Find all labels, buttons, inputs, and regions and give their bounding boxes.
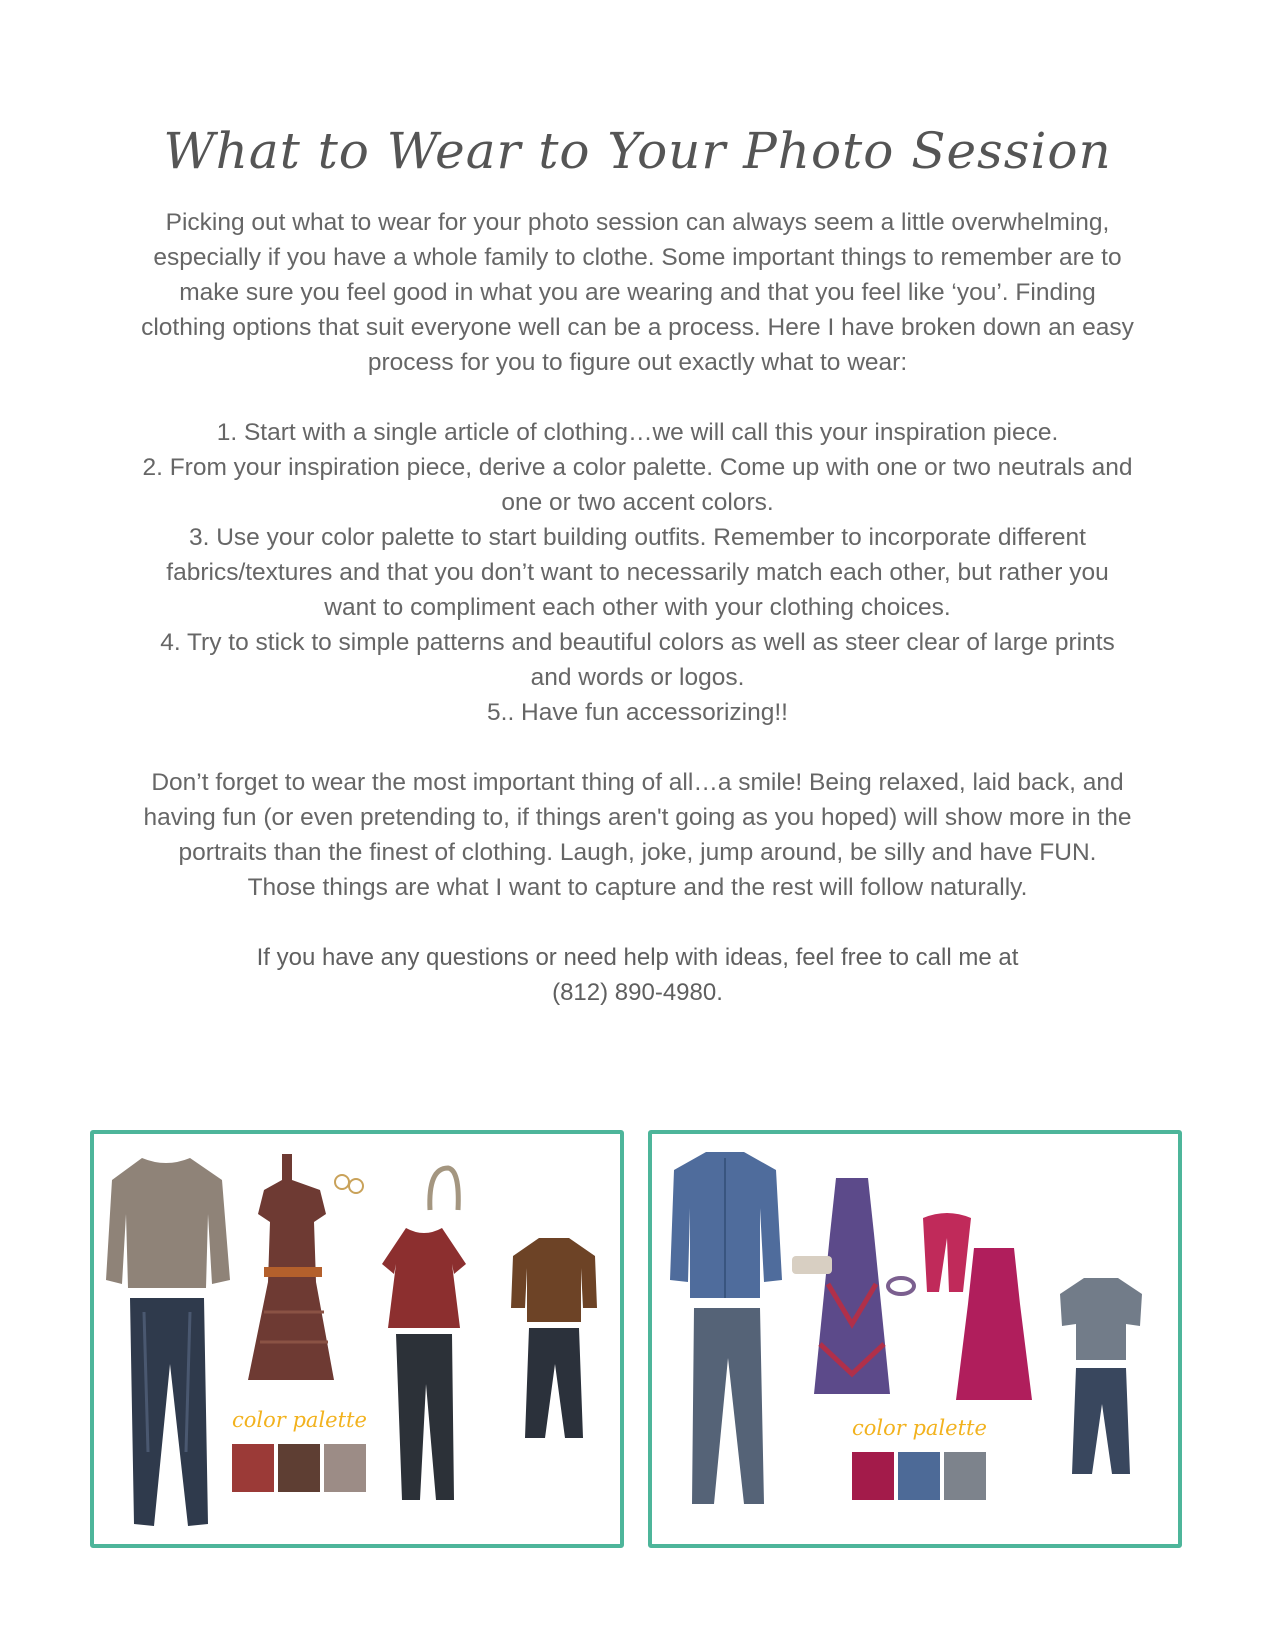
jeans-image [692,1308,764,1504]
boy-polo-image [511,1238,597,1322]
step-line: want to compliment each other with your clothing choices. [324,594,951,621]
phone-number: (812) 890-4980. [552,979,723,1006]
girl-jeans-image [396,1334,454,1500]
step-line: 5.. Have fun accessorizing!! [487,699,788,726]
closing-line: portraits than the finest of clothing. Laugh, joke, jump around, be silly and have FUN. [178,839,1097,866]
belt-image [792,1256,832,1274]
step-line: 3. Use your color palette to start building outfits. Remember to incorporate different [189,524,1086,551]
jeans-image [130,1298,208,1526]
palette-swatch [232,1444,274,1492]
intro-paragraph [75,205,1200,380]
boy-jeans-image [1072,1368,1130,1474]
palette-label: color palette [232,1408,367,1432]
contact-line: If you have any questions or need help with ideas, feel free to call me at [256,944,1019,971]
step-line: 2. From your inspiration piece, derive a color palette. Come up with one or two neutrals and [142,454,1133,481]
palette-label: color palette [852,1416,987,1440]
outfit-girl-cool [954,1244,1034,1404]
closing-line: Don’t forget to wear the most important thing of all…a smile! Being relaxed, laid back, and [151,769,1124,796]
outfit-mom-fall [244,1152,339,1402]
closing-line: having fun (or even pretending to, if things aren't going as you hoped) will show more in the [143,804,1132,831]
palette-swatch [944,1452,986,1500]
outfit-boy-fall [509,1234,599,1444]
closing-paragraph [75,765,1200,905]
boy-polo-image [1060,1278,1142,1360]
maxi-dress-image [814,1178,890,1394]
sweater-image [106,1158,230,1288]
step-line: fabrics/textures and that you don’t want to necessarily match each other, but rather you [166,559,1109,586]
intro-line: process for you to figure out exactly what to wear: [367,349,908,376]
outfit-panel-fall [90,1130,624,1548]
step-line: one or two accent colors. [501,489,774,516]
contact-info [75,940,1200,1010]
outfit-dad-cool [666,1148,786,1508]
girl-dress-image [382,1228,466,1328]
step-line: 4. Try to stick to simple patterns and beautiful colors as well as steer clear of large prints [160,629,1115,656]
outfit-boy-cool [1056,1274,1146,1484]
outfit-panel-cool [648,1130,1182,1548]
palette-swatch [898,1452,940,1500]
earrings-image [334,1158,364,1198]
girl-dress-image [956,1248,1032,1400]
intro-line: clothing options that suit everyone well can be a process. Here I have broken down an easy [141,314,1134,341]
intro-line: Picking out what to wear for your photo session can always seem a little overwhelming, [165,209,1110,236]
intro-line: make sure you feel good in what you are wearing and that you feel like ‘you’. Finding [179,279,1096,306]
bracelet-image [884,1274,918,1298]
palette-swatch [324,1444,366,1492]
steps-list [75,415,1200,730]
outfit-dad-fall [104,1152,234,1532]
boy-jeans-image [525,1328,583,1438]
intro-line: especially if you have a whole family to clothe. Some important things to remember are to [153,244,1122,271]
step-line: 1. Start with a single article of clothing…we will call this your inspiration piece. [216,419,1059,446]
headband-image [424,1164,464,1214]
step-line: and words or logos. [530,664,745,691]
palette-swatch [278,1444,320,1492]
closing-line: Those things are what I want to capture and the rest will follow naturally. [247,874,1028,901]
page-title: What to Wear to Your Photo Session [163,121,1112,180]
palette-swatch [852,1452,894,1500]
outfit-girl-fall [374,1224,474,1504]
